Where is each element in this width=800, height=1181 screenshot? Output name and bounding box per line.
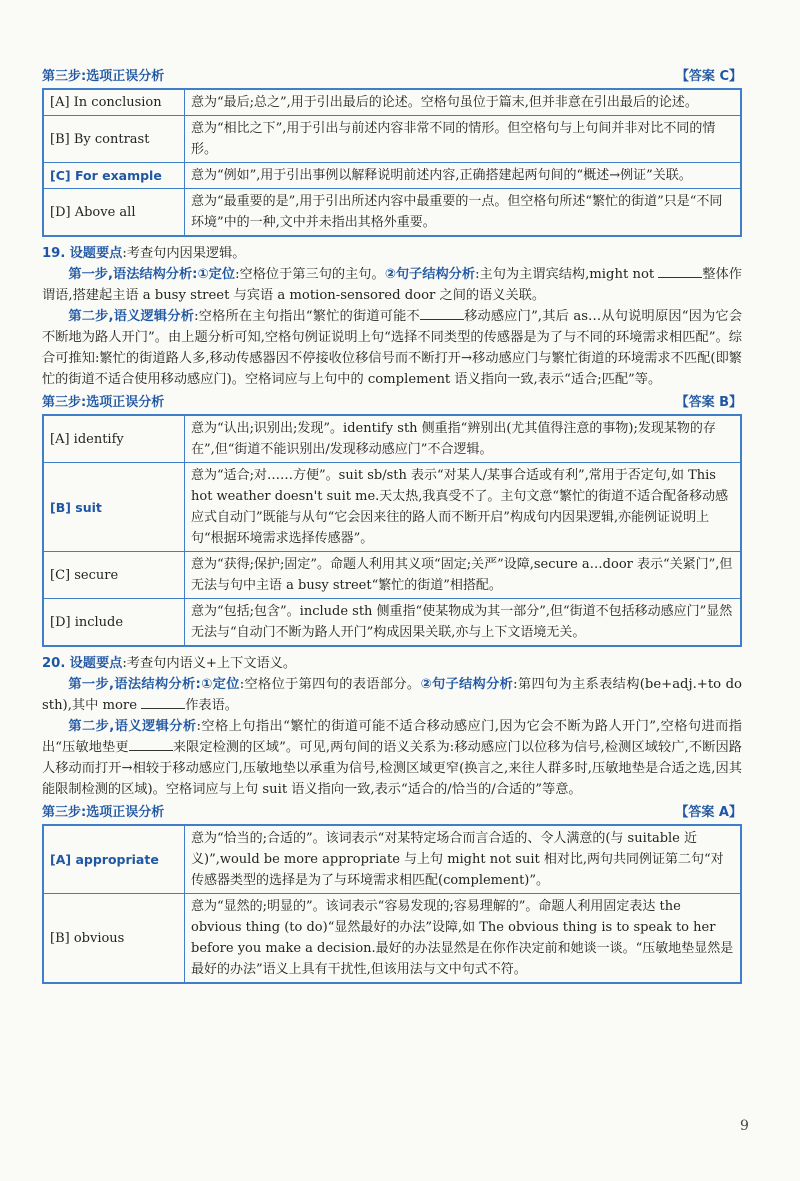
option-label: [D] Above all [43, 189, 185, 237]
option-label-correct: [B] suit [43, 463, 185, 552]
q19-step3-header [42, 392, 742, 412]
q19-step1 [42, 264, 742, 306]
q20-step2-label: 第二步,语义逻辑分析 [68, 719, 197, 734]
q19-key-text: :考查句内因果逻辑。 [122, 246, 246, 261]
q20-step3-title: 第三步:选项正误分析 [42, 804, 165, 820]
q19-step1-a-label: ①定位 [197, 267, 236, 282]
q20-answer: 【答案 A】 [675, 804, 742, 820]
q18-step3-title: 第三步:选项正误分析 [42, 68, 165, 84]
q20-step2-text2: 来限定检测的区域”。可见,两句间的语义关系为:移动感应门以位移为信号,检测区域较广,不断因路人移动而打开→相较于移动感应门,压敏地垫以承重为信号,检测区域更窄(换言之,来往人群多时,压敏地垫是合适之选,因其能限制检测的区域)。空格词应与上句 suit 语义指向一致,表示“适合的/恰当的/合适的”等意。 [42, 740, 742, 797]
q20-key-label: 设题要点 [69, 656, 123, 671]
option-desc: 意为“相比之下”,用于引出与前述内容非常不同的情形。但空格句与上句间并非对比不同的情形。 [185, 116, 742, 163]
option-desc: 意为“适合;对……方便”。suit sb/sth 表示“对某人/某事合适或有利”,常用于否定句,如 This hot weather doesn't suit me.天太热,我真受不了。主句文意“繁忙的街道不适合配备移动感应式自动门”既能与从句“它会因来往的路人而不断开启”构成句内因果逻辑,亦能例证说明上句“根据环境需求选择传感器”。 [185, 463, 742, 552]
q19-step2 [42, 306, 742, 390]
table-row [43, 189, 741, 237]
option-desc: 意为“例如”,用于引出事例以解释说明前述内容,正确搭建起两句间的“概述→例证”关联。 [185, 163, 742, 189]
q19-section [42, 243, 742, 647]
table-row [43, 463, 741, 552]
page-number: 9 [740, 1118, 749, 1134]
table-row [43, 894, 741, 984]
option-desc: 意为“显然的;明显的”。该词表示“容易发现的;容易理解的”。命题人利用固定表达 the obvious thing (to do)“显然最好的办法”设障,如 The obvious thing is to speak to her before you make a decision.最好的办法显然是在你作决定前和她谈一谈。“压敏地垫显然是最好的办法”语义上具有干扰性,但该用法与文中句式不符。 [185, 894, 742, 984]
q20-step1 [42, 674, 742, 716]
option-label: [B] By contrast [43, 116, 185, 163]
q20-step2-text1: :空格上句指出“繁忙的街道可能不适合移动感应门,因为它会不断为路人开门”,空格句进而指出“压敏地垫更 [42, 719, 742, 755]
q19-number: 19. [42, 246, 66, 261]
q20-step1-a-text: :空格位于第四句的表语部分。 [239, 677, 421, 692]
table-row [43, 163, 741, 189]
option-label: [C] secure [43, 552, 185, 599]
q20-step1-b-text2: 作表语。 [185, 698, 238, 713]
q19-step1-label: 第一步,语法结构分析: [68, 267, 198, 282]
blank-line [129, 738, 173, 751]
q19-step1-b-text2: 整体作谓语,搭建起主语 a busy street 与宾语 a motion-sensored door 之间的语义关联。 [42, 267, 742, 303]
q18-options-table [42, 88, 742, 237]
q19-answer: 【答案 B】 [675, 394, 742, 410]
option-label: [B] obvious [43, 894, 185, 984]
q20-key-text: :考查句内语义+上下文语义。 [122, 656, 297, 671]
q19-step1-b-label: ②句子结构分析 [384, 267, 476, 282]
q19-key-label: 设题要点 [69, 246, 123, 261]
option-desc: 意为“最重要的是”,用于引出所述内容中最重要的一点。但空格句所述“繁忙的街道”只是“不同环境”中的一种,文中并未指出其格外重要。 [185, 189, 742, 237]
q19-options-table [42, 414, 742, 647]
option-desc: 意为“包括;包含”。include sth 侧重指“使某物成为其一部分”,但“街道不包括移动感应门”显然无法与“自动门不断为路人开门”构成因果关联,亦与上下文语境无关。 [185, 599, 742, 647]
q19-step1-b-text1: :主句为主谓宾结构,might not [475, 267, 655, 282]
q18-answer: 【答案 C】 [675, 68, 742, 84]
option-label: [D] include [43, 599, 185, 647]
q20-heading [42, 653, 742, 674]
q20-step1-b-text1: :第四句为主系表结构(be+adj.+to do sth),其中 more [42, 677, 742, 713]
q20-number: 20. [42, 656, 66, 671]
q20-step1-a-label: ①定位 [200, 677, 240, 692]
blank-line [420, 307, 464, 320]
q19-step2-text2: 移动感应门”,其后 as…从句说明原因“因为它会不断地为路人开门”。由上题分析可知,空格句例证说明上句“选择不同类型的传感器是为了与不同的环境需求相匹配”。综合可推知:繁忙的街道路人多,移动传感器因不停接收位移信号而不断打开→移动感应门与繁忙街道的环境需求不匹配(即繁忙的街道不适合使用移动感应门)。空格词应与上句中的 complement 语义指向一致,表示“适合;匹配”等。 [42, 309, 743, 387]
q20-step3-header [42, 802, 742, 822]
table-row [43, 599, 741, 647]
option-desc: 意为“认出;识别出;发现”。identify sth 侧重指“辨别出(尤其值得注意的事物);发现某物的存在”,但“街道不能识别出/发现移动感应门”不合逻辑。 [185, 415, 742, 463]
q19-step3-title: 第三步:选项正误分析 [42, 394, 165, 410]
option-desc: 意为“最后;总之”,用于引出最后的论述。空格句虽位于篇末,但并非意在引出最后的论述。 [185, 89, 742, 116]
q18-step3-header [42, 66, 742, 86]
q19-step2-text1: :空格所在主句指出“繁忙的街道可能不 [194, 309, 420, 324]
table-row [43, 89, 741, 116]
q19-step2-label: 第二步,语义逻辑分析 [68, 309, 195, 324]
option-label-correct: [C] For example [43, 163, 185, 189]
option-desc: 意为“获得;保护;固定”。命题人利用其义项“固定;关严”设障,secure a…door 表示“关紧门”,但无法与句中主语 a busy street“繁忙的街道”相搭配。 [185, 552, 742, 599]
option-label: [A] In conclusion [43, 89, 185, 116]
q20-step1-label: 第一步,语法结构分析: [68, 677, 201, 692]
q19-heading [42, 243, 742, 264]
page-content [42, 64, 742, 990]
blank-line [141, 696, 185, 709]
option-label-correct: [A] appropriate [43, 825, 185, 894]
table-row [43, 415, 741, 463]
blank-line [658, 265, 702, 278]
table-row [43, 825, 741, 894]
q19-step1-a-text: :空格位于第三句的主句。 [235, 267, 385, 282]
q20-step1-b-label: ②句子结构分析 [420, 677, 514, 692]
q20-section [42, 653, 742, 984]
option-desc: 意为“恰当的;合适的”。该词表示“对某特定场合而言合适的、令人满意的(与 suitable 近义)”,would be more appropriate 与上句 might not suit 相对比,两句共同例证第二句“对传感器类型的选择是为了与环境需求相匹配(complement)”。 [185, 825, 742, 894]
q20-step2 [42, 716, 742, 800]
option-label: [A] identify [43, 415, 185, 463]
q20-options-table [42, 824, 742, 984]
table-row [43, 116, 741, 163]
table-row [43, 552, 741, 599]
